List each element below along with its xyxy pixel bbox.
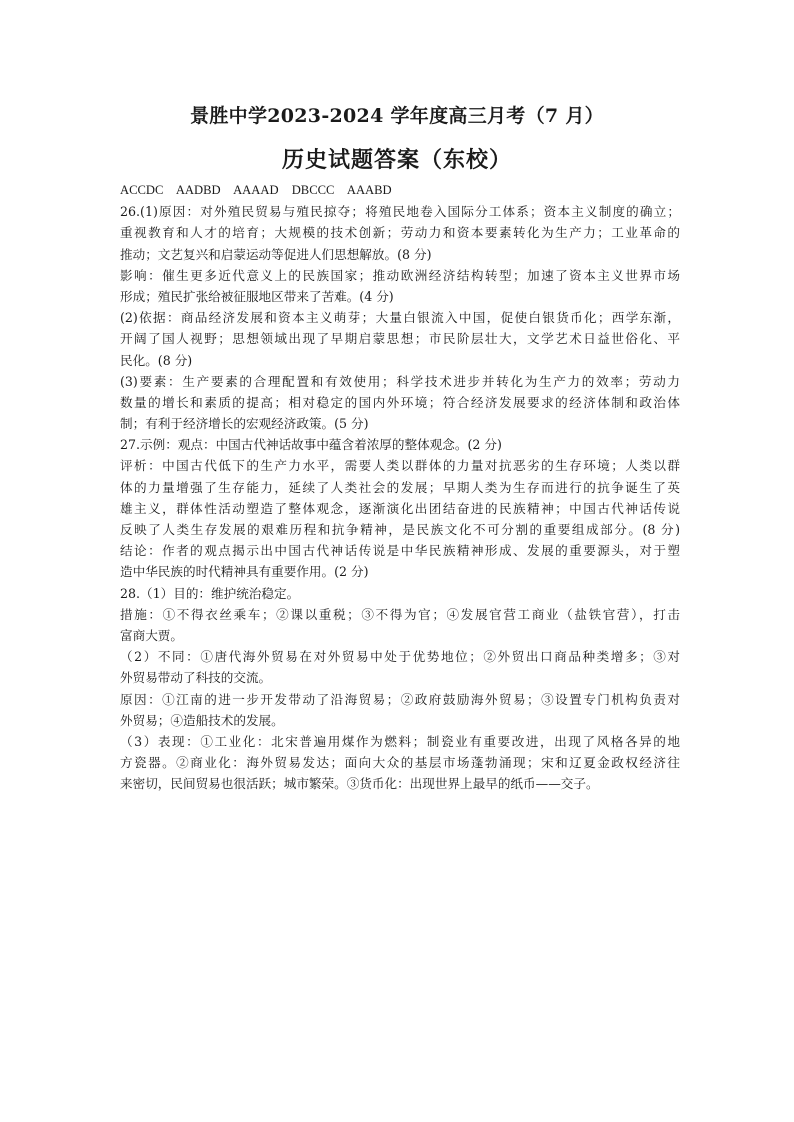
document-subtitle: 历史试题答案（东校） xyxy=(281,147,512,173)
text-line: 制；有利于经济增长的宏观经济政策。(5 分) xyxy=(120,416,369,432)
text-line: 结论：作者的观点揭示出中国古代神话传说是中华民族精神形成、发展的重要源头，对于塑 xyxy=(120,543,680,559)
text-line: 措施：①不得衣丝乘车；②课以重税；③不得为官；④发展官营工商业（盐铁官营），打击 xyxy=(120,606,680,622)
text-line: 雄主义，群体性活动塑造了整体观念，逐渐演化出团结奋进的民族精神；中国古代神话传说 xyxy=(120,500,680,516)
text-line: 数量的增长和素质的提高；相对稳定的国内外环境；符合经济发展要求的经济体制和政治体 xyxy=(120,394,680,410)
text-line: 重视教育和人才的培育；大规模的技术创新；劳动力和资本要素转化为生产力；工业革命的 xyxy=(120,225,680,241)
text-line: 26.(1)原因：对外殖民贸易与殖民掠夺；将殖民地卷入国际分工体系；资本主义制度的确立； xyxy=(120,204,680,220)
text-line: 28.（1）目的：维护统治稳定。 xyxy=(120,585,300,601)
document-title: 景胜中学2023-2024 学年度高三月考（7 月） xyxy=(190,105,604,127)
text-line: （2）不同：①唐代海外贸易在对外贸易中处于优势地位；②外贸出口商品种类增多；③对 xyxy=(120,649,680,665)
text-line: 反映了人类生存发展的艰难历程和抗争精神，是民族文化不可分割的重要组成部分。(8 分) xyxy=(120,522,680,537)
text-line: 富商大贾。 xyxy=(120,627,183,643)
text-line: 推动；文艺复兴和启蒙运动等促进人们思想解放。(8 分) xyxy=(120,246,432,262)
text-line: 造中华民族的时代精神具有重要作用。(2 分) xyxy=(120,564,369,580)
text-line: 民化。(8 分) xyxy=(120,352,193,368)
text-line: (3)要素：生产要素的合理配置和有效使用；科学技术进步并转化为生产力的效率；劳动力 xyxy=(120,373,680,389)
text-line: 评析：中国古代低下的生产力水平，需要人类以群体的力量对抗恶劣的生存环境；人类以群 xyxy=(120,458,680,474)
text-line: 外贸易；④造船技术的发展。 xyxy=(120,712,284,728)
text-line: 方瓷器。②商业化：海外贸易发达；面向大众的基层市场蓬勃涌现；宋和辽夏金政权经济往 xyxy=(120,755,680,771)
text-line: 原因：①江南的进一步开发带动了沿海贸易；②政府鼓励海外贸易；③设置专门机构负责对 xyxy=(120,691,680,707)
text-line: 外贸易带动了科技的交流。 xyxy=(120,670,272,686)
text-line: 开阔了国人视野；思想领域出现了早期启蒙思想；市民阶层壮大，文学艺术日益世俗化、平 xyxy=(120,331,680,347)
text-line: 来密切，民间贸易也很活跃；城市繁荣。③货币化：出现世界上最早的纸币——交子。 xyxy=(120,776,599,792)
text-line: 体的力量增强了生存能力，延续了人类社会的发展；早期人类为生存而进行的抗争诞生了英 xyxy=(120,479,680,495)
answer-body xyxy=(120,180,680,794)
text-line: 影响：催生更多近代意义上的民族国家；推动欧洲经济结构转型；加速了资本主义世界市场 xyxy=(120,267,680,283)
text-line: （3）表现：①工业化：北宋普遍用煤作为燃料；制瓷业有重要改进，出现了风格各异的地 xyxy=(120,733,680,749)
multiple-choice-answers: ACCDC AADBD AAAAD DBCCC AAABD xyxy=(120,183,392,197)
text-line: (2)依据：商品经济发展和资本主义萌芽；大量白银流入中国，促使白银货币化；西学东渐， xyxy=(120,310,680,326)
text-line: 27.示例：观点：中国古代神话故事中蕴含着浓厚的整体观念。(2 分) xyxy=(120,437,502,453)
text-line: 形成；殖民扩张给被征服地区带来了苦难。(4 分) xyxy=(120,288,394,304)
